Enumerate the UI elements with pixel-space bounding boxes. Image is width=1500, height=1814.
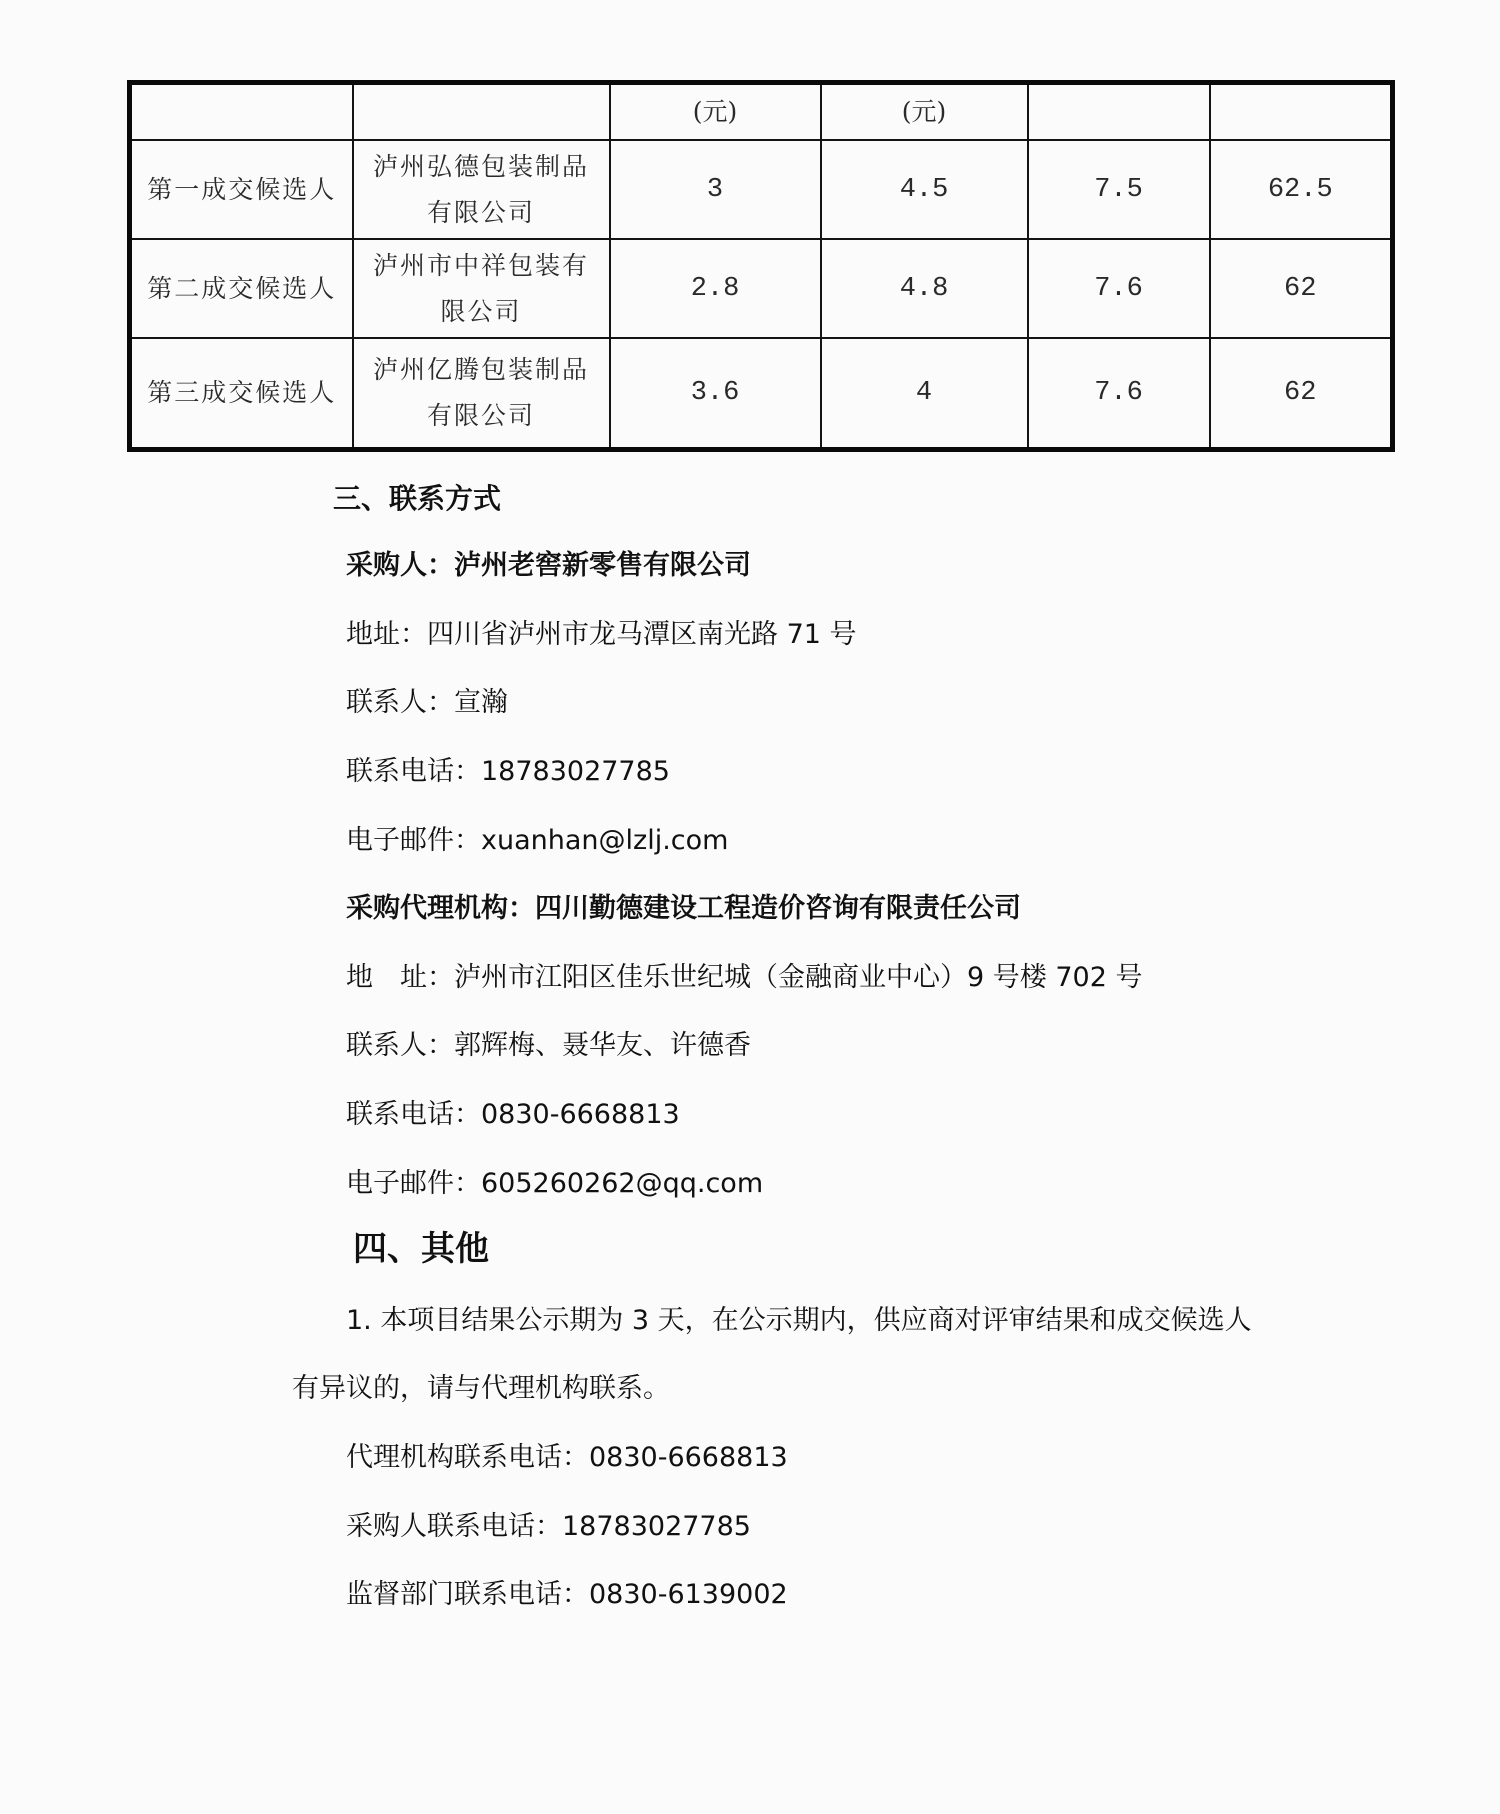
company-line: 有限公司 [426,197,535,227]
supervisor-contact-phone: 监督部门联系电话：0830-6139002 [346,1579,788,1610]
purchaser-phone: 联系电话：18783027785 [346,756,670,787]
agency-phone: 联系电话：0830-6668813 [346,1099,680,1130]
candidates-table-container [127,80,1390,452]
value-cell: 3.6 [610,338,821,450]
value-cell: 3 [610,140,821,239]
value-cell: 62.5 [1210,140,1393,239]
candidate-company [353,338,610,450]
agency-email: 电子邮件：605260262@qq.com [346,1168,764,1199]
value-cell: 7.6 [1028,338,1210,450]
value-cell: 7.5 [1028,140,1210,239]
candidate-company [353,140,610,239]
agency-contact: 联系人：郭辉梅、聂华友、许德香 [346,1030,751,1061]
table-header-row [130,83,1393,141]
candidate-role: 第三成交候选人 [130,338,353,450]
value-cell: 62 [1210,239,1393,338]
agency-title: 采购代理机构：四川勤德建设工程造价咨询有限责任公司 [346,893,1021,924]
purchaser-title: 采购人：泸州老窖新零售有限公司 [346,550,751,581]
header-cell-unit: (元) [610,83,821,141]
company-line: 泸州弘德包装制品 [372,151,589,181]
purchaser-contact-phone: 采购人联系电话：18783027785 [346,1511,751,1542]
purchaser-email: 电子邮件：xuanhan@lzlj.com [346,825,729,856]
company-line: 泸州市中祥包装有 [372,250,589,280]
section-heading-contact: 三、联系方式 [333,482,502,515]
purchaser-contact: 联系人：宣瀚 [346,687,508,718]
candidate-role: 第一成交候选人 [130,140,353,239]
value-cell: 62 [1210,338,1393,450]
notice-item-1-line-2: 有异议的，请与代理机构联系。 [292,1373,670,1404]
company-line: 限公司 [440,296,522,326]
agency-contact-phone: 代理机构联系电话：0830-6668813 [346,1442,788,1473]
section-heading-other: 四、其他 [353,1229,489,1269]
value-cell: 4 [821,338,1028,450]
value-cell: 4.5 [821,140,1028,239]
header-cell [1210,83,1393,141]
table-row [130,140,1393,239]
company-line: 有限公司 [426,401,535,430]
header-cell [130,83,353,141]
purchaser-address: 地址：四川省泸州市龙马潭区南光路 71 号 [346,619,857,650]
candidates-table [127,80,1395,452]
agency-address: 地 址：泸州市江阳区佳乐世纪城（金融商业中心）9 号楼 702 号 [346,962,1143,993]
value-cell: 7.6 [1028,239,1210,338]
table-row [130,239,1393,338]
company-line: 泸州亿腾包装制品 [372,355,589,384]
candidate-company [353,239,610,338]
header-cell-unit: (元) [821,83,1028,141]
value-cell: 2.8 [610,239,821,338]
table-row [130,338,1393,450]
value-cell: 4.8 [821,239,1028,338]
notice-item-1-line-1: 1. 本项目结果公示期为 3 天，在公示期内，供应商对评审结果和成交候选人 [346,1305,1252,1336]
candidate-role: 第二成交候选人 [130,239,353,338]
header-cell [353,83,610,141]
header-cell [1028,83,1210,141]
